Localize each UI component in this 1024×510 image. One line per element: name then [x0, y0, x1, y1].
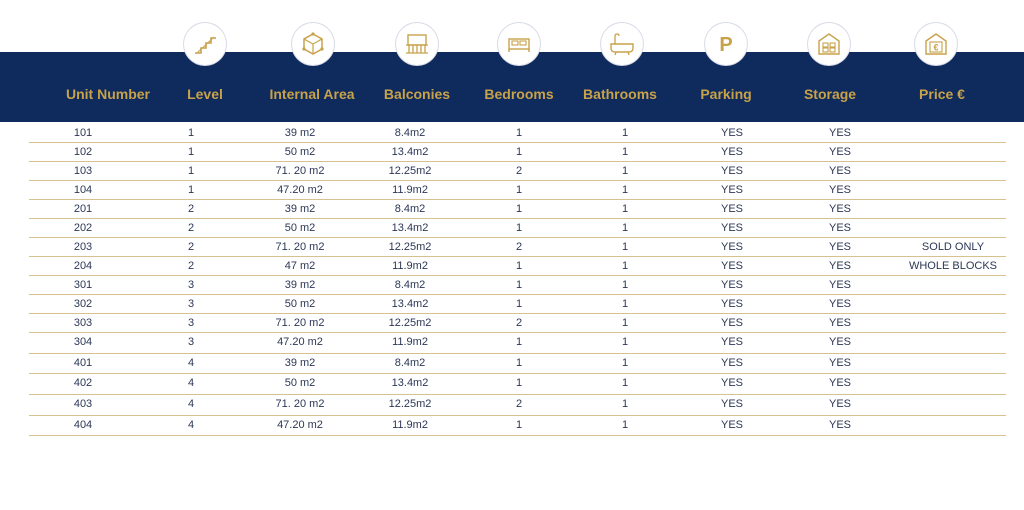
cell-unit-number: 403: [73, 398, 93, 411]
cell-bedrooms: 2: [515, 398, 523, 411]
cell-storage: YES: [828, 418, 852, 431]
cell-bathrooms: 1: [621, 317, 629, 329]
table-row: [29, 374, 1006, 395]
cell-storage: YES: [828, 184, 852, 196]
cell-balconies: 8.4m2: [394, 127, 426, 139]
parking-icon: [705, 23, 747, 65]
col-header-parking: Parking: [700, 86, 752, 102]
cell-parking: YES: [720, 203, 744, 215]
cell-bathrooms: 1: [621, 336, 629, 348]
bathtub-icon: [601, 23, 643, 65]
cell-unit-number: 202: [73, 222, 93, 234]
cell-bedrooms: 1: [515, 127, 523, 139]
cell-parking: YES: [720, 146, 744, 158]
cell-level: 3: [187, 336, 195, 348]
cell-bathrooms: 1: [621, 377, 629, 390]
cell-unit-number: 404: [73, 418, 93, 431]
cell-level: 2: [187, 241, 195, 253]
cell-internal-area: 47.20 m2: [277, 418, 323, 431]
col-header-bathrooms: Bathrooms: [583, 86, 657, 102]
cell-balconies: 11.9m2: [392, 260, 428, 272]
cell-balconies: 12.25m2: [388, 398, 432, 411]
col-header-price: Price €: [919, 86, 965, 102]
cell-balconies: 13.4m2: [391, 146, 429, 158]
cell-balconies: 13.4m2: [391, 377, 429, 390]
cell-unit-number: 302: [73, 298, 93, 310]
cell-storage: YES: [828, 356, 852, 369]
cell-internal-area: 71. 20 m2: [275, 165, 325, 177]
cell-balconies: 12.25m2: [388, 317, 432, 329]
cell-parking: YES: [720, 184, 744, 196]
price-note-whole-blocks: WHOLE BLOCKS: [908, 260, 998, 272]
bed-icon: [498, 23, 540, 65]
col-header-bedrooms: Bedrooms: [484, 86, 554, 102]
cell-unit-number: 104: [73, 184, 93, 196]
cell-parking: YES: [720, 298, 744, 310]
cell-storage: YES: [828, 127, 852, 139]
col-header-storage: Storage: [803, 86, 857, 102]
cell-bathrooms: 1: [621, 241, 629, 253]
cell-level: 1: [187, 184, 195, 196]
cell-parking: YES: [720, 418, 744, 431]
cell-internal-area: 50 m2: [284, 146, 316, 158]
cell-unit-number: 103: [73, 165, 93, 177]
table-row: [29, 238, 1006, 257]
table-row: [29, 219, 1006, 238]
cell-unit-number: 301: [73, 279, 93, 291]
stairs-icon: [184, 23, 226, 65]
cell-bathrooms: 1: [621, 203, 629, 215]
cell-storage: YES: [828, 146, 852, 158]
svg-text:€: €: [933, 42, 939, 53]
cell-unit-number: 303: [73, 317, 93, 329]
cell-storage: YES: [828, 317, 852, 329]
cell-storage: YES: [828, 241, 852, 253]
cell-parking: YES: [720, 336, 744, 348]
table-row: [29, 162, 1006, 181]
table-row: [29, 200, 1006, 219]
cell-internal-area: 50 m2: [284, 222, 316, 234]
cell-parking: YES: [720, 127, 744, 139]
cell-storage: YES: [828, 165, 852, 177]
cell-level: 1: [187, 165, 195, 177]
cell-balconies: 12.25m2: [388, 165, 432, 177]
cell-bedrooms: 2: [515, 165, 523, 177]
cell-balconies: 8.4m2: [394, 203, 426, 215]
cell-internal-area: 71. 20 m2: [275, 398, 325, 411]
cell-bedrooms: 1: [515, 184, 523, 196]
cell-internal-area: 50 m2: [284, 298, 316, 310]
cell-bathrooms: 1: [621, 165, 629, 177]
cell-bedrooms: 1: [515, 336, 523, 348]
cell-internal-area: 71. 20 m2: [275, 241, 325, 253]
cell-unit-number: 102: [73, 146, 93, 158]
cell-internal-area: 39 m2: [284, 203, 316, 215]
cell-unit-number: 401: [73, 356, 93, 369]
cell-bathrooms: 1: [621, 184, 629, 196]
cell-unit-number: 101: [73, 127, 93, 139]
cell-balconies: 8.4m2: [394, 279, 426, 291]
cell-bedrooms: 1: [515, 418, 523, 431]
col-header-level: Level: [187, 86, 223, 102]
cell-balconies: 11.9m2: [392, 418, 428, 431]
col-header-internal-area: Internal Area: [269, 86, 355, 102]
cell-internal-area: 71. 20 m2: [275, 317, 325, 329]
cell-parking: YES: [720, 279, 744, 291]
table-row: [29, 395, 1006, 416]
cell-unit-number: 402: [73, 377, 93, 390]
cell-balconies: 12.25m2: [388, 241, 432, 253]
table-row: [29, 416, 1006, 437]
cell-bedrooms: 2: [515, 241, 523, 253]
cell-bathrooms: 1: [621, 356, 629, 369]
cell-storage: YES: [828, 377, 852, 390]
cell-internal-area: 47.20 m2: [277, 336, 323, 348]
table-row: [29, 314, 1006, 333]
cell-balconies: 13.4m2: [391, 222, 429, 234]
cell-bathrooms: 1: [621, 146, 629, 158]
table-row: [29, 181, 1006, 200]
cell-parking: YES: [720, 165, 744, 177]
cell-bathrooms: 1: [621, 222, 629, 234]
cell-unit-number: 204: [73, 260, 93, 272]
table-row: [29, 276, 1006, 295]
cell-storage: YES: [828, 298, 852, 310]
units-table: [29, 124, 1006, 436]
table-row: [29, 124, 1006, 143]
balcony-icon: [396, 23, 438, 65]
cell-storage: YES: [828, 279, 852, 291]
cell-level: 4: [187, 418, 195, 431]
table-row: [29, 143, 1006, 162]
cell-internal-area: 39 m2: [284, 279, 316, 291]
cell-level: 1: [187, 127, 195, 139]
table-row: [29, 295, 1006, 314]
cell-storage: YES: [828, 203, 852, 215]
cell-bedrooms: 1: [515, 356, 523, 369]
cell-level: 2: [187, 260, 195, 272]
table-row: [29, 354, 1006, 375]
cell-balconies: 13.4m2: [391, 298, 429, 310]
cell-bedrooms: 1: [515, 203, 523, 215]
col-header-balconies: Balconies: [383, 86, 451, 102]
cell-balconies: 8.4m2: [394, 356, 426, 369]
cell-level: 2: [187, 222, 195, 234]
cell-parking: YES: [720, 260, 744, 272]
cell-parking: YES: [720, 317, 744, 329]
cell-bathrooms: 1: [621, 298, 629, 310]
cell-internal-area: 47 m2: [284, 260, 316, 272]
cell-level: 3: [187, 317, 195, 329]
col-header-unit-number: Unit Number: [66, 86, 150, 102]
euro-house-icon: [915, 23, 957, 65]
storage-icon: [808, 23, 850, 65]
cell-storage: YES: [828, 260, 852, 272]
cell-balconies: 11.9m2: [392, 336, 428, 348]
area-cube-icon: [292, 23, 334, 65]
cell-parking: YES: [720, 398, 744, 411]
cell-bedrooms: 1: [515, 298, 523, 310]
table-row: [29, 333, 1006, 354]
cell-bedrooms: 1: [515, 260, 523, 272]
cell-storage: YES: [828, 336, 852, 348]
cell-internal-area: 50 m2: [284, 377, 316, 390]
cell-bedrooms: 1: [515, 222, 523, 234]
cell-balconies: 11.9m2: [392, 184, 428, 196]
cell-internal-area: 47.20 m2: [277, 184, 323, 196]
cell-bedrooms: 2: [515, 317, 523, 329]
cell-parking: YES: [720, 377, 744, 390]
table-row: [29, 257, 1006, 276]
cell-level: 2: [187, 203, 195, 215]
cell-internal-area: 39 m2: [284, 127, 316, 139]
cell-bedrooms: 1: [515, 279, 523, 291]
cell-internal-area: 39 m2: [284, 356, 316, 369]
cell-bathrooms: 1: [621, 127, 629, 139]
cell-bathrooms: 1: [621, 279, 629, 291]
cell-level: 4: [187, 377, 195, 390]
cell-bathrooms: 1: [621, 418, 629, 431]
cell-level: 4: [187, 398, 195, 411]
cell-level: 3: [187, 298, 195, 310]
cell-bathrooms: 1: [621, 398, 629, 411]
cell-level: 1: [187, 146, 195, 158]
svg-text:P: P: [719, 34, 733, 56]
cell-bedrooms: 1: [515, 377, 523, 390]
cell-unit-number: 304: [73, 336, 93, 348]
cell-parking: YES: [720, 241, 744, 253]
cell-storage: YES: [828, 398, 852, 411]
cell-parking: YES: [720, 222, 744, 234]
cell-bedrooms: 1: [515, 146, 523, 158]
cell-unit-number: 203: [73, 241, 93, 253]
cell-storage: YES: [828, 222, 852, 234]
cell-parking: YES: [720, 356, 744, 369]
cell-unit-number: 201: [73, 203, 93, 215]
cell-level: 4: [187, 356, 195, 369]
price-note-sold-only: SOLD ONLY: [921, 241, 985, 253]
cell-level: 3: [187, 279, 195, 291]
cell-bathrooms: 1: [621, 260, 629, 272]
